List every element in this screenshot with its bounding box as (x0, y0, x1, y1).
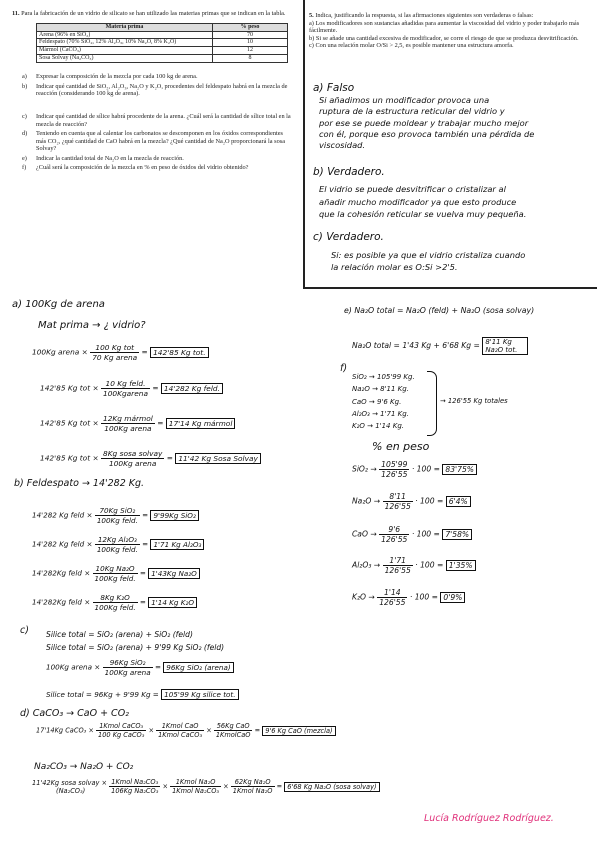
denominator: 126'55 (381, 535, 408, 544)
solution-c-heading: c) (20, 625, 29, 636)
numerator: 96Kg SiO₂ (103, 658, 153, 668)
question-text: Expresar la composición de la mezcla por cada 100 kg de arena. (36, 73, 198, 81)
denominator: 1Kmol Na₂O (232, 787, 273, 795)
denominator: 1Kmol Na₂CO₃ (172, 787, 220, 795)
fraction (95, 506, 140, 525)
numerator: 70Kg SiO₂ (95, 506, 140, 516)
numerator: 1Kmol CaO (156, 722, 204, 731)
numerator: 1Kmol Na₂O (170, 778, 221, 787)
result-box: 7'58% (442, 529, 472, 540)
answer-line: por ese se puede moldear y trabajar mucho mejor (319, 117, 529, 128)
question-text: Indicar qué cantidad de SiO₂, Al₂O₃, Na₂O y K₂O, procedentes del feldespato habrá en la mezcla de reacción (considerando 100 kg de arena). (36, 82, 288, 98)
solution-a-subtitle: Mat prima → ¿ vidrio? (38, 320, 146, 331)
list-item: CaO → 9'6 Kg. (352, 397, 402, 406)
fraction (103, 658, 153, 677)
denominator: 100Kg feld. (94, 603, 136, 612)
header-weight: % peso (213, 23, 288, 31)
percent-row (352, 460, 477, 479)
times-100: · 100 = (415, 560, 444, 570)
calc-b1: 14'282 Kg feld × $\frac{\text{70Kg SiO₂}}{\text{100Kg feld.}}$ = 9'99Kg SiO₂ (32, 506, 199, 525)
answer-line: El vidrio se puede desvitrificar o cristalizar al (319, 184, 506, 194)
percent-row (352, 492, 471, 511)
calc-a2: 142'85 Kg tot × $\frac{\text{10 Kg feld.}}{\text{100Kgarena}}$ = 14'282 Kg feld. (40, 379, 223, 398)
result-box: 96Kg SiO₂ (arena) (163, 662, 233, 673)
numerator: 8Kg sosa solvay (103, 449, 163, 458)
calc-lhs: 142'85 Kg tot × (40, 418, 99, 428)
na2o-sum: Na₂O total = 1'43 Kg + 6'68 Kg = (352, 341, 480, 350)
numerator: 105'99 (381, 460, 408, 469)
denominator: 126'55 (381, 470, 408, 479)
cell-material: Mármol (CaCO₃) (37, 47, 213, 55)
statement-c: c) Con una relación molar O/Si > 2,5, es posible mantener una estructura amorfa. (309, 42, 514, 50)
denominator: 100 Kg CaCO₃ (98, 731, 145, 739)
answer-line: Si: es posible ya que el vidrio cristaliza cuando (331, 250, 526, 260)
sosa-reaction: Na₂CO₃ → Na₂O + CO₂ (34, 762, 134, 772)
result-box: 9'99Kg SiO₂ (150, 510, 198, 521)
numerator: 10 Kg feld. (101, 379, 150, 389)
numerator: 62Kg Na₂O (231, 778, 275, 787)
result-box: 9'6 Kg CaO (mezcla) (262, 726, 335, 736)
numerator: 1Kmol CaCO₃ (96, 722, 146, 731)
intro-text: Indica, justificando la respuesta, si las afirmaciones siguientes son verdaderas o falsas: (315, 12, 534, 19)
solution-b-heading: b) Feldespato → 14'282 Kg. (14, 478, 145, 489)
answer-line: ruptura de la estructura reticular del vidrio y (319, 106, 505, 117)
silica-total-line-2: Silice total = SiO₂ (arena) + 9'99 Kg SiO₂ (feld) (46, 643, 225, 652)
fraction (214, 722, 253, 739)
numerator: 1'14 (377, 588, 407, 598)
fraction (101, 449, 164, 468)
percent-row (352, 525, 472, 544)
statement-text: Para la fabricación de un vidrio de silicato se han utilizado las materias primas que se indican en la tabla. (21, 10, 286, 17)
fraction (109, 778, 160, 795)
fraction (90, 343, 139, 362)
na2o-total-calc (352, 337, 528, 355)
denominator: 100Kg feld. (94, 574, 136, 583)
result-box: 8'11 Kg Na₂O tot. (482, 337, 528, 355)
calc-lhs: 17'14Kg CaCO₃ × (36, 726, 94, 735)
result-box: 6'4% (446, 496, 471, 507)
oxide-label: K₂O → (352, 592, 375, 602)
oxide-list (352, 371, 415, 432)
numerator: 1'71 (383, 556, 413, 566)
denominator: 100Kg arena (104, 668, 151, 677)
denominator: 100Kg feld. (96, 545, 138, 554)
numerator: 12Kg Al₂O₃ (95, 535, 140, 545)
fraction (101, 379, 150, 398)
cell-weight: 10 (213, 39, 288, 47)
problem-number: 11. (12, 10, 20, 17)
calc-lhs: 14'282Kg feld × (32, 597, 91, 607)
calc-b4: 14'282Kg feld × $\frac{\text{8Kg K₂O}}{\text{100Kg feld.}}$ = 1'14 Kg K₂O (32, 593, 197, 612)
calc-c1: 100Kg arena × $\frac{\text{96Kg SiO₂}}{\text{100Kg arena}}$ = 96Kg SiO₂ (arena) (46, 658, 234, 677)
calc-lhs: 142'85 Kg tot × (40, 383, 99, 393)
cell-weight: 70 (213, 31, 288, 39)
question-text: ¿Cuál será la composición de la mezcla en % en peso de óxidos del vidrio obtenido? (36, 164, 249, 172)
numerator: 1Kmol Na₂CO₃ (109, 778, 160, 787)
result-box: 17'14 Kg mármol (166, 418, 236, 429)
times-100: · 100 = (411, 464, 440, 474)
statement-a: a) Los modificadores son sustancias añadidas para aumentar la viscosidad del vidrio y poder trabajarlo más fácilmente. (309, 19, 580, 35)
silica-total-line-1: Silice total = SiO₂ (arena) + SiO₂ (feld) (46, 630, 193, 639)
fraction (93, 593, 138, 612)
times-100: · 100 = (415, 496, 444, 506)
numerator: 9'6 (379, 525, 409, 535)
result-box: 1'43Kg Na₂O (148, 568, 200, 579)
percent-row (352, 556, 476, 575)
answer-a-heading: a) Falso (313, 82, 355, 94)
question-letter: b) (22, 82, 28, 90)
oxide-label: Na₂O → (352, 496, 381, 506)
calc-a4: 142'85 Kg tot × $\frac{\text{8Kg sosa solvay}}{\text{100Kg arena}}$ = 11'42 Kg Sosa Solvay (40, 449, 261, 468)
header-material: Materia prima (37, 23, 213, 31)
fraction (379, 460, 409, 479)
calc-lhs: 14'282Kg feld × (32, 568, 91, 578)
question-text: Teniendo en cuenta que al calentar los carbonatos se descomponen en los óxidos correspondientes más CO₂, ¿qué cantidad de CaO habrá en la mezcla? ¿Qué cantidad de Na₂O proporcionará la sosa Solvay? (36, 130, 285, 153)
calc-lhs-sub: (Na₂CO₃) (56, 786, 86, 795)
result-box: 1'14 Kg K₂O (148, 597, 197, 608)
question-letter: e) (22, 154, 27, 162)
denominator: 100Kg arena (109, 459, 157, 468)
denominator: 1KmolCaO (215, 731, 251, 739)
fraction (93, 564, 138, 583)
oxide-label: Al₂O₃ → (352, 560, 381, 570)
problem-number: 5. (309, 12, 314, 19)
denominator: 100Kg arena (104, 424, 152, 433)
silica-total-result (46, 690, 239, 699)
cell-material: Arena (96% en SiO₂) (37, 31, 213, 39)
numerator: 8Kg K₂O (93, 593, 138, 603)
statement-b: b) Si se añade una cantidad excesiva de modificador, se corre el riesgo de que se produzca desvitrificación. (309, 34, 579, 42)
calc-lhs: 100Kg arena × (46, 662, 101, 672)
answer-line: añadir mucho modificador ya que esto produce (319, 196, 517, 207)
calc-a1: 100Kg arena × $\frac{\text{100 Kg tot}}{\text{70 Kg arena}}$ = 142'85 Kg tot. (32, 343, 209, 362)
calc-lhs: 14'282 Kg feld × (32, 510, 93, 520)
question-letter: c) (22, 112, 27, 120)
calc-a3: 142'85 Kg tot × $\frac{\text{12Kg mármol}}{\text{100Kg arena}}$ = 17'14 Kg mármol (40, 414, 235, 433)
answer-line: viscosidad. (319, 140, 366, 151)
result-box: 105'99 Kg silice tot. (161, 689, 238, 700)
solution-d-heading: d) CaCO₃ → CaO + CO₂ (20, 708, 129, 719)
answer-line: con él, porque eso provoca también una pérdida de (319, 128, 535, 139)
result-box: 1'35% (446, 560, 476, 571)
solution-f-heading: f) (340, 363, 348, 374)
calc-d2: 11'42Kg sosa solvay × (Na₂CO₃) $\frac{\text{1Kmol Na₂CO₃}}{\text{106Kg Na₂CO₃}}$ × $\frac{\text{1Kmol Na₂O}}{\text{1Kmol Na₂CO₃}}$ × $\frac{\text{62Kg Na₂O}}{\text{1Kmol Na₂O}}$ = 6'68 Kg Na₂O (sosa solvay) (32, 778, 380, 795)
calc-lhs: 14'282 Kg feld × (32, 539, 93, 549)
solution-a-heading: a) 100Kg de arena (12, 299, 105, 310)
numerator: 100 Kg tot (90, 343, 139, 353)
oxide-label: CaO → (352, 529, 377, 539)
silica-total-sum: Silice total = 96Kg + 9'99 Kg = (46, 690, 159, 699)
numerator: 10Kg Na₂O (93, 564, 138, 574)
numerator: 8'11 (383, 492, 413, 502)
result-box: 14'282 Kg feld. (161, 383, 223, 394)
answer-line: que la cohesión reticular se vuelva muy pequeña. (319, 209, 527, 219)
denominator: 1Kmol CaCO₃ (158, 731, 203, 739)
question-letter: d) (22, 130, 28, 138)
list-item: K₂O → 1'14 Kg. (352, 422, 404, 431)
fraction (96, 722, 146, 739)
question-letter: a) (22, 73, 27, 81)
fraction (231, 778, 275, 795)
answer-c-heading: c) Verdadero. (313, 231, 384, 243)
student-signature: Lucía Rodríguez Rodríguez. (424, 813, 554, 824)
list-item: Na₂O → 8'11 Kg. (352, 385, 409, 394)
percent-row (352, 588, 465, 607)
answer-line: la relación molar es O:Si >2'5. (331, 262, 458, 272)
result-box: 6'68 Kg Na₂O (sosa solvay) (284, 782, 379, 792)
calc-lhs: 142'85 Kg tot × (40, 453, 99, 463)
denominator: 106Kg Na₂CO₃ (111, 787, 159, 795)
brace (427, 371, 437, 436)
numerator: 12Kg mármol (103, 414, 153, 423)
list-item: SiO₂ → 105'99 Kg. (352, 373, 415, 381)
result-box: 83'75% (442, 464, 477, 475)
cell-material: Feldespato (70% SiO₂, 12% Al₂O₃, 10% Na₂O, 8% K₂O) (37, 39, 213, 47)
fraction (170, 778, 221, 795)
answer-line: Si añadimos un modificador provoca una (319, 95, 490, 105)
question-text: Indicar la cantidad total de Na₂O en la mezcla de reacción. (36, 154, 184, 162)
calc-lhs (32, 779, 107, 795)
cell-weight: 8 (213, 55, 288, 63)
question-letter: f) (22, 164, 27, 172)
denominator: 126'55 (379, 598, 406, 607)
answer-b-heading: b) Verdadero. (313, 166, 385, 178)
calc-lhs: 100Kg arena × (32, 347, 88, 357)
fraction (383, 492, 413, 511)
oxide-label: SiO₂ → (352, 464, 377, 474)
oxides-total: → 126'55 Kg totales (440, 397, 508, 405)
times-100: · 100 = (409, 592, 438, 602)
denominator: 100Kg feld. (96, 516, 138, 525)
percent-heading: % en peso (372, 440, 430, 453)
fraction (156, 722, 204, 739)
calc-b3: 14'282Kg feld × $\frac{\text{10Kg Na₂O}}{\text{100Kg feld.}}$ = 1'43Kg Na₂O (32, 564, 200, 583)
cell-weight: 12 (213, 47, 288, 55)
numerator: 56Kg CaO (214, 722, 253, 731)
fraction (101, 414, 155, 433)
result-box: 0'9% (440, 592, 465, 603)
fraction (95, 535, 140, 554)
result-box: 142'85 Kg tot. (150, 347, 208, 358)
fraction (379, 525, 409, 544)
list-item: Al₂O₃ → 1'71 Kg. (352, 409, 409, 418)
fraction (377, 588, 407, 607)
times-100: · 100 = (411, 529, 440, 539)
solution-e-heading: e) Na₂O total = Na₂O (feld) + Na₂O (sosa solvay) (344, 306, 535, 315)
result-box: 11'42 Kg Sosa Solvay (175, 453, 261, 464)
calc-b2: 14'282 Kg feld × $\frac{\text{12Kg Al₂O₃}}{\text{100Kg feld.}}$ = 1'71 Kg Al₂O₃ (32, 535, 204, 554)
fraction (383, 556, 413, 575)
cell-material: Sosa Solvay (Na₂CO₃) (37, 55, 213, 63)
denominator: 126'55 (384, 502, 411, 511)
calc-lhs-main: 11'42Kg sosa solvay × (32, 778, 108, 787)
denominator: 126'55 (384, 566, 411, 575)
result-box: 1'71 Kg Al₂O₃ (150, 539, 204, 550)
question-text: Indicar qué cantidad de sílice habrá procedente de la arena. ¿Cuál será la cantidad de sílice total en la mezcla de reacción? (36, 112, 291, 128)
denominator: 70 Kg arena (92, 353, 138, 362)
denominator: 100Kgarena (103, 389, 148, 398)
calc-d1: 17'14Kg CaCO₃ × $\frac{\text{1Kmol CaCO₃}}{\text{100 Kg CaCO₃}}$ × $\frac{\text{1Kmol CaO}}{\text{1Kmol CaCO₃}}$ × $\frac{\text{56Kg CaO}}{\text{1KmolCaO}}$ = 9'6 Kg CaO (mezcla) (36, 722, 336, 739)
